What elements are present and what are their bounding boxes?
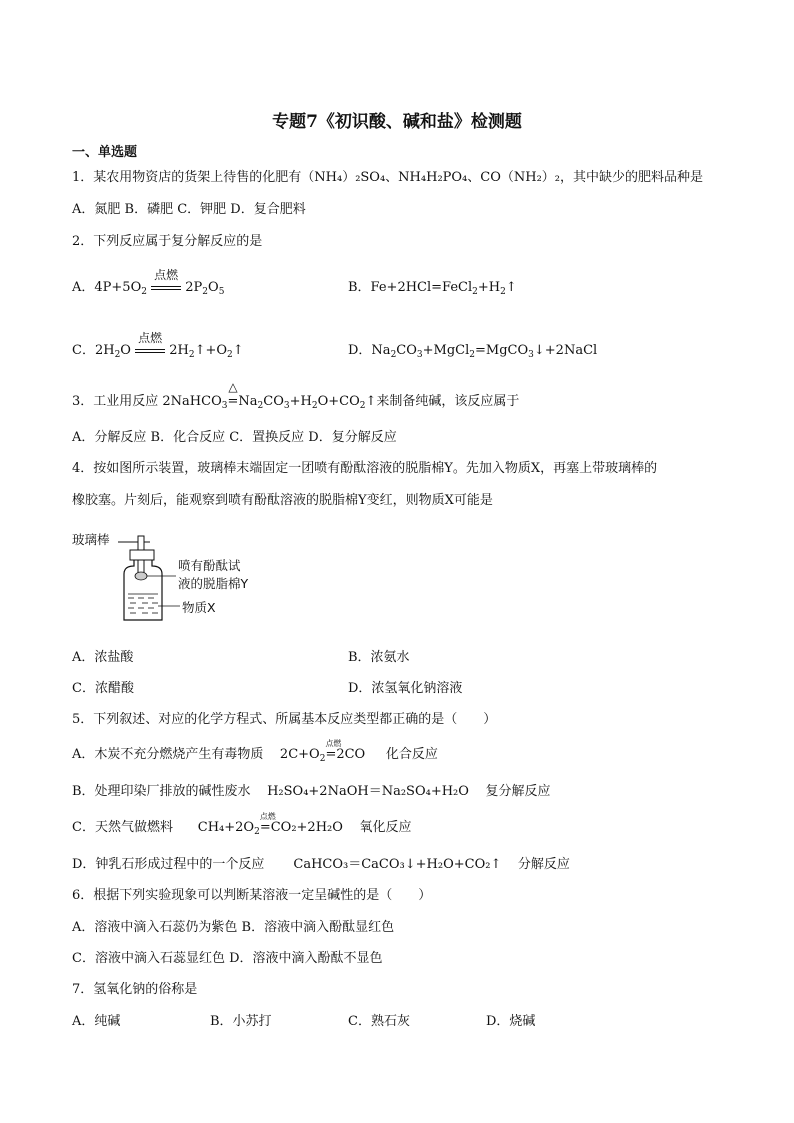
reaction-condition <box>135 331 165 358</box>
condition-label: 点燃 <box>138 331 163 345</box>
question-4-option-c: C．浓醋酸 <box>72 681 134 696</box>
option-a-product: 2CO <box>336 747 366 762</box>
question-1-options: A．氮肥 B．磷肥 C．钾肥 D．复合肥料 <box>72 202 306 217</box>
q3-tail: 来制备纯碱，该反应属于 <box>376 394 520 409</box>
option-c-text: C．天然气做燃料 <box>72 820 173 835</box>
option-d-text: D．钟乳石形成过程中的一个反应 <box>72 857 265 872</box>
condition-label: 点燃 <box>259 812 276 821</box>
question-2-option-b: B．$Fe+2HCl=FeCl_2+H_2↑$ <box>348 280 517 297</box>
option-d-part1: D．Na <box>348 343 391 358</box>
reaction-condition: 点燃 = <box>325 739 342 762</box>
option-c-reactant: C．2H <box>72 343 115 358</box>
option-b-equation: H₂SO₄+2NaOH＝Na₂SO₄+H₂O <box>267 784 469 799</box>
question-4-option-d: D．浓氢氧化钠溶液 <box>348 681 463 696</box>
label-cotton-line2: 液的脱脂棉Y <box>178 576 249 591</box>
option-c-type: 氧化反应 <box>359 820 412 835</box>
option-c-product: 2H <box>169 343 189 358</box>
option-d-equation: CaHCO₃＝CaCO₃↓+H₂O+CO₂↑ <box>293 857 502 872</box>
label-cotton-line1: 喷有酚酞试 <box>178 558 241 573</box>
option-a-type: 化合反应 <box>385 747 438 762</box>
question-4-option-a: A．浓盐酸 <box>72 650 134 665</box>
question-5-option-c: C．天然气做燃料 $CH_4+2O_2$ 点燃 =CO₂+2H₂O 氧化反应 <box>72 812 412 837</box>
question-2-option-c: C．$2H_2O$ 点燃 $2H_2↑+O_2↑$ <box>72 331 244 360</box>
option-a-reactants: 2C+O <box>279 747 320 762</box>
question-7-option-b: B．小苏打 <box>210 1014 272 1029</box>
option-d-part5: ↓+2NaCl <box>533 343 598 358</box>
question-4-stem-line1: 4．按如图所示装置，玻璃棒末端固定一团喷有酚酞溶液的脱脂棉Y。先加入物质X，再塞上带玻璃棒的 <box>72 461 658 476</box>
question-7-stem: 7．氢氧化钠的俗称是 <box>72 982 198 997</box>
question-4-stem-line2: 橡胶塞。片刻后，能观察到喷有酚酞溶液的脱脂棉Y变红，则物质X可能是 <box>72 493 493 508</box>
reaction-condition <box>151 268 181 295</box>
q3-reactant: 3．工业用反应 2NaHCO <box>72 394 222 409</box>
option-d-type: 分解反应 <box>517 857 570 872</box>
question-1-stem: 1．某农用物资店的货架上待售的化肥有（NH₄）₂SO₄、NH₄H₂PO₄、CO（NH₂）₂，其中缺少的肥料品种是 <box>72 170 704 185</box>
reaction-condition: △ = <box>227 380 239 409</box>
option-b-equation: B．Fe+2HCl=FeCl <box>348 280 473 295</box>
option-d-part4: =MgCO <box>475 343 529 358</box>
question-5-stem: 5．下列叙述、对应的化学方程式、所属基本反应类型都正确的是（ ） <box>72 712 497 727</box>
option-c-product: CO₂+2H₂O <box>270 820 343 835</box>
question-6-options-line2: C．溶液中滴入石蕊显红色 D．溶液中滴入酚酞不显色 <box>72 951 383 966</box>
option-b-text: B．处理印染厂排放的碱性废水 <box>72 784 251 799</box>
question-3-stem: 3．工业用反应 2NaHCO$_3$ △ $=Na_2CO_3+H_2O+CO_2↑$来制备纯碱，该反应属于 <box>72 380 520 411</box>
condition-label: △ <box>228 380 238 394</box>
question-2-option-d: D．$Na_2CO_3+MgCl_2=MgCO_3↓+2NaCl$ <box>348 343 598 360</box>
question-2-stem: 2．下列反应属于复分解反应的是 <box>72 234 263 249</box>
option-a-product: 2P <box>185 280 203 295</box>
question-5-option-d <box>72 853 570 872</box>
option-c-reactants: CH₄+2O <box>197 820 255 835</box>
question-5-option-a: A．木炭不充分燃烧产生有毒物质 $2C+O_2$ 点燃 =2CO 化合反应 <box>72 739 438 764</box>
option-b-product: +H <box>477 280 501 295</box>
page-title: 专题7《初识酸、碱和盐》检测题 <box>272 112 522 132</box>
section-heading: 一、单选题 <box>72 145 138 160</box>
option-d-part2: CO <box>396 343 417 358</box>
question-7-option-c: C．熟石灰 <box>348 1014 410 1029</box>
question-7-option-a: A．纯碱 <box>72 1014 121 1029</box>
question-2-option-a: A．$4P+5O_2$ 点燃 $2P_2O_5$ <box>72 268 225 297</box>
question-3-options: A．分解反应 B．化合反应 C．置换反应 D．复分解反应 <box>72 430 397 445</box>
question-4-option-b: B．浓氨水 <box>348 650 410 665</box>
option-d-part3: +MgCl <box>422 343 470 358</box>
question-5-option-b <box>72 780 550 799</box>
apparatus-figure <box>72 528 272 628</box>
question-6-options-line1: A．溶液中滴入石蕊仍为紫色 B．溶液中滴入酚酞显红色 <box>72 920 395 935</box>
q3-product: Na <box>238 394 258 409</box>
option-b-type: 复分解反应 <box>485 784 551 799</box>
question-6-stem: 6．根据下列实验现象可以判断某溶液一定呈碱性的是（ ） <box>72 888 432 903</box>
label-glass-rod: 玻璃棒 <box>72 532 110 547</box>
condition-label: 点燃 <box>325 739 342 748</box>
question-7-option-d: D．烧碱 <box>486 1014 536 1029</box>
label-substance: 物质X <box>182 600 216 615</box>
option-a-reactants: A．4P+5O <box>72 280 142 295</box>
option-a-text: A．木炭不充分燃烧产生有毒物质 <box>72 747 264 762</box>
reaction-condition: 点燃 = <box>259 812 276 835</box>
condition-label: 点燃 <box>154 268 179 282</box>
